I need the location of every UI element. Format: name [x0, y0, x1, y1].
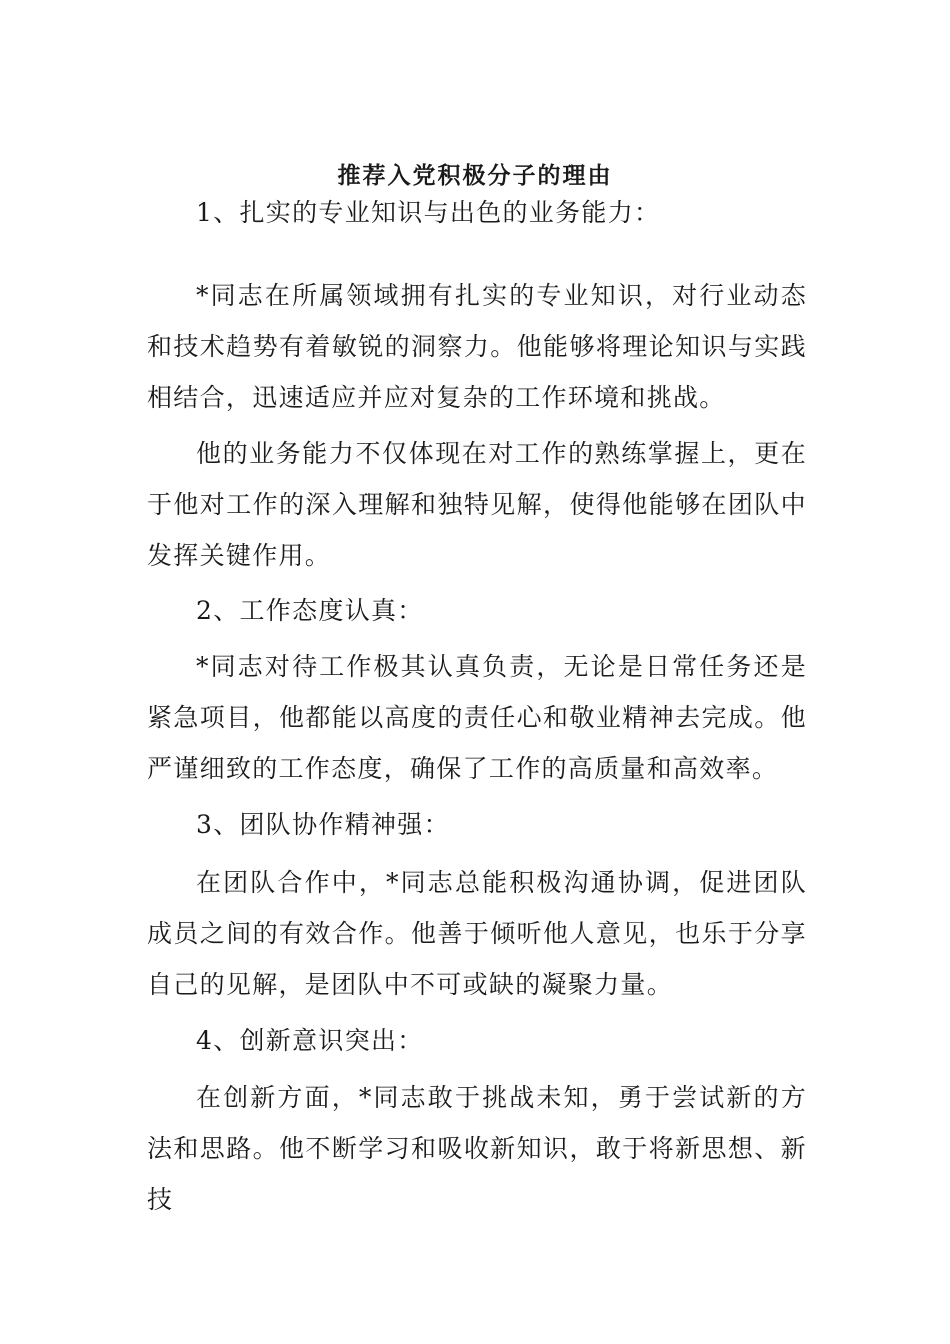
section-2-heading: 2、工作态度认真：	[196, 596, 424, 625]
section-4-heading: 4、创新意识突出：	[196, 1026, 424, 1055]
section-3-heading: 3、团队协作精神强：	[196, 810, 450, 839]
section-3-paragraph-1: 在团队合作中，*同志总能积极沟通协调，促进团队成员之间的有效合作。他善于倾听他人意见，也乐于分享自己的见解，是团队中不可或缺的凝聚力量。	[147, 868, 807, 999]
section-2-paragraph-1: *同志对待工作极其认真负责，无论是日常任务还是紧急项目，他都能以高度的责任心和敬业精神去完成。他严谨细致的工作态度，确保了工作的高质量和高效率。	[147, 652, 807, 783]
section-1-heading: 1、扎实的专业知识与出色的业务能力：	[196, 198, 661, 227]
document-title: 推荐入党积极分子的理由	[337, 162, 613, 189]
section-1-paragraph-2: 他的业务能力不仅体现在对工作的熟练掌握上，更在于他对工作的深入理解和独特见解，使得他能够在团队中发挥关键作用。	[147, 439, 807, 570]
section-1-paragraph-1: *同志在所属领域拥有扎实的专业知识，对行业动态和技术趋势有着敏锐的洞察力。他能够将理论知识与实践相结合，迅速适应并应对复杂的工作环境和挑战。	[147, 281, 807, 412]
section-4-paragraph-1: 在创新方面，*同志敢于挑战未知，勇于尝试新的方法和思路。他不断学习和吸收新知识，敢于将新思想、新技	[147, 1083, 807, 1214]
